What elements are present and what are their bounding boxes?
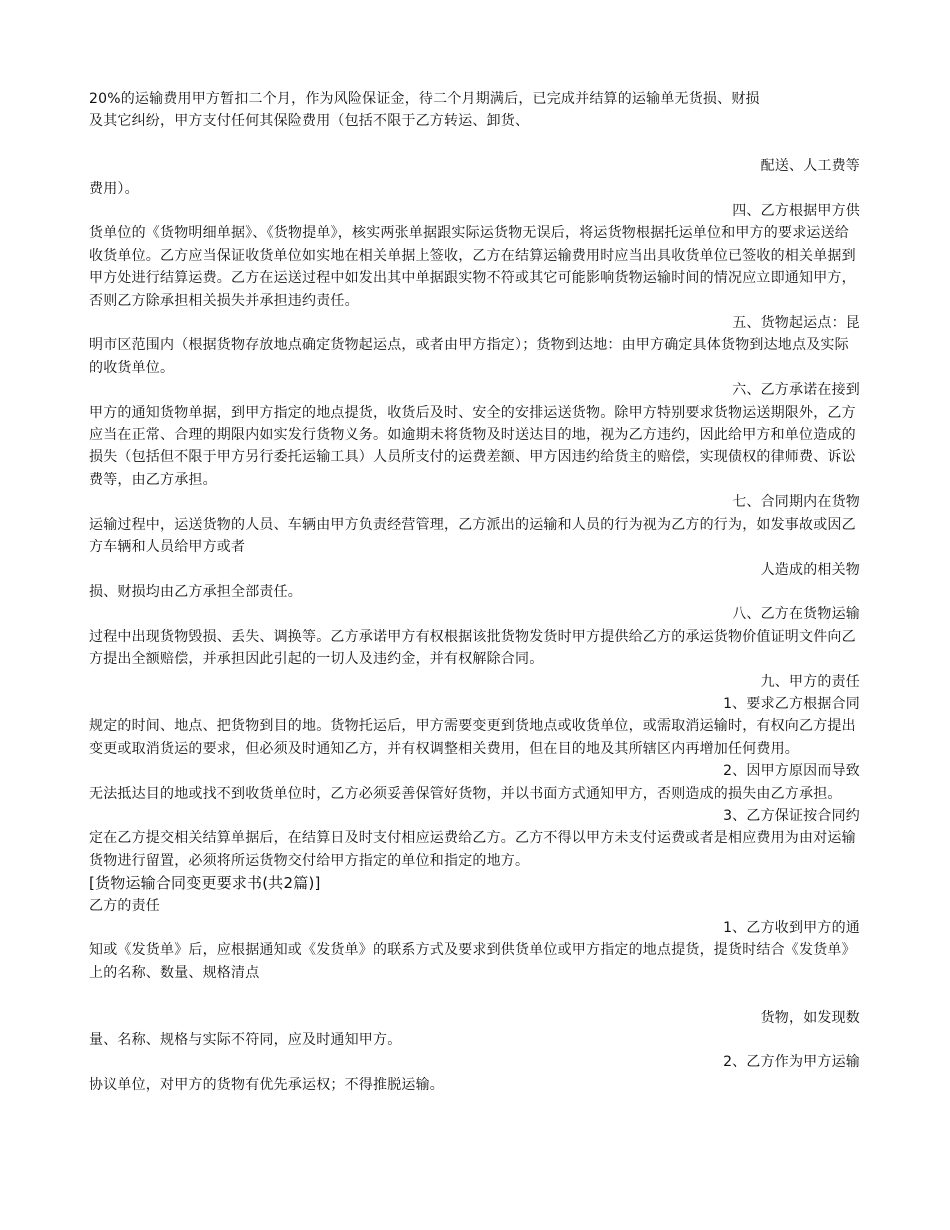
clause-lead: 2、因甲方原因而导致 bbox=[723, 763, 860, 780]
text-line: 及其它纠纷，甲方支付任何其保险费用（包括不限于乙方转运、卸货、 bbox=[89, 113, 530, 130]
clause-body: 知或《发货单》后，应根据通知或《发货单》的联系方式及要求到供货单位或甲方指定的地点提货，提货时结合《发货单》上的名称、数量、规格清点 bbox=[89, 942, 856, 981]
clause-lead: 五、货物起运点：昆 bbox=[732, 315, 860, 332]
clause-lead: 九、甲方的责任 bbox=[760, 673, 860, 690]
clause-body: 运输过程中，运送货物的人员、车辆由甲方负责经营管理，乙方派出的运输和人员的行为视为乙方的行为，如发事故或因乙方车辆和人员给甲方或者 bbox=[89, 516, 856, 556]
clause-lead: 3、乙方保证按合同约 bbox=[723, 807, 860, 824]
clause-body: 明市区范围内（根据货物存放地点确定货物起运点，或者由甲方指定）；货物到达地：由甲方确定具体货物到达地点及实际的收货单位。 bbox=[89, 337, 849, 376]
clause-lead: 货物，如发现数 bbox=[760, 1009, 860, 1026]
clause-lead: 人造成的相关物 bbox=[760, 561, 860, 578]
clause-body: 无法抵达目的地或找不到收货单位时，乙方必须妥善保管好货物，并以书面方式通知甲方，否则造成的损失由乙方承担。 bbox=[89, 785, 842, 802]
clause-lead: 配送、人工费等 bbox=[760, 158, 860, 175]
section-title: [货物运输合同变更要求书(共2篇)] bbox=[89, 874, 321, 893]
clause-body: 规定的时间、地点、把货物到目的地。货物托运后，甲方需要变更到货地点或收货单位，或需取消运输时，有权向乙方提出变更或取消货运的要求，但必须及时通知乙方，并有权调整相关费用，但在目的地及其所辖区内再增加任何费用。 bbox=[89, 718, 856, 757]
clause-body: 损、财损均由乙方承担全部责任。 bbox=[89, 583, 302, 600]
clause-lead: 六、乙方承诺在接到 bbox=[732, 382, 860, 399]
clause-lead: 1、要求乙方根据合同 bbox=[723, 695, 860, 712]
clause-body: 费用）。 bbox=[89, 180, 139, 197]
clause-lead: 七、合同期内在货物 bbox=[732, 494, 860, 511]
clause-lead: 四、乙方根据甲方供 bbox=[732, 203, 860, 220]
clause-body: 甲方的通知货物单据，到甲方指定的地点提货，收货后及时、安全的安排运送货物。除甲方特别要求货物运送期限外，乙方应当在正常、合理的期限内如实发行货物义务。如逾期未将货物及时送达目的地，视为乙方违约，因此给甲方和单位造成的损失（包括但不限于甲方另行委托运输工具）人员所支付的运费差额、甲方因违约给货主的赔偿，实现债权的律师费、诉讼费等，由乙方承担。 bbox=[89, 404, 856, 488]
blank-line bbox=[89, 984, 860, 1006]
clause-body: 协议单位，对甲方的货物有优先承运权；不得推脱运输。 bbox=[89, 1076, 444, 1093]
text-line: 乙方的责任 bbox=[89, 897, 160, 914]
blank-line bbox=[89, 133, 860, 155]
clause-body: 量、名称、规格与实际不符同，应及时通知甲方。 bbox=[89, 1032, 402, 1049]
clause-lead: 2、乙方作为甲方运输 bbox=[723, 1054, 860, 1071]
clause-lead: 1、乙方收到甲方的通 bbox=[723, 920, 860, 937]
clause-body: 货单位的《货物明细单据》、《货物提单》，核实两张单据跟实际运货物无误后，将运货物根据托运单位和甲方的要求运送给收货单位。乙方应当保证收货单位如实地在相关单据上签收，乙方在结算运输费用时应当出具收货单位已签收的相关单据到甲方处进行结算运费。乙方在运送过程中如发出其中单据跟实物不符或其它可能影响货物运输时间的情况应立即通知甲方，否则乙方除承担相关损失并承担违约责任。 bbox=[89, 225, 856, 309]
clause-lead: 八、乙方在货物运输 bbox=[732, 606, 860, 623]
contract-text bbox=[89, 88, 860, 1096]
text-line: 20%的运输费用甲方暂扣二个月，作为风险保证金，待二个月期满后，已完成并结算的运输单无货损、财损 bbox=[89, 91, 760, 107]
clause-body: 定在乙方提交相关结算单据后，在结算日及时支付相应运费给乙方。乙方不得以甲方未支付运费或者是相应费用为由对运输货物进行留置，必须将所运货物交付给甲方指定的单位和指定的地方。 bbox=[89, 830, 856, 869]
clause-body: 过程中出现货物毁损、丢失、调换等。乙方承诺甲方有权根据该批货物发货时甲方提供给乙方的承运货物价值证明文件向乙方提出全额赔偿，并承担因此引起的一切人及违约金，并有权解除合同。 bbox=[89, 628, 856, 668]
